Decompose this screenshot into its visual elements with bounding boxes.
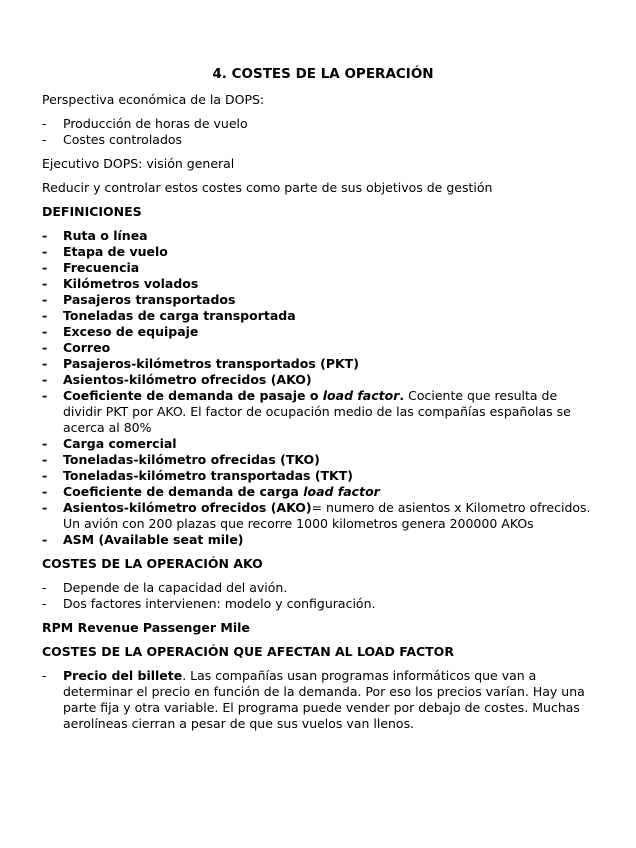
definition-item bbox=[42, 276, 594, 292]
dash-marker: - bbox=[42, 292, 48, 307]
definition-term: Correo bbox=[63, 340, 111, 355]
list-item bbox=[42, 668, 594, 732]
definition-term: Pasajeros-kilómetros transportados (PKT) bbox=[63, 356, 359, 371]
dash-marker: - bbox=[42, 436, 48, 451]
dash-marker: - bbox=[42, 356, 48, 371]
dash-marker: - bbox=[42, 372, 48, 387]
dash-marker: - bbox=[42, 340, 48, 355]
dash-marker: - bbox=[42, 596, 47, 611]
definition-description: Cociente que resulta de dividir PKT por AKO. El factor de ocupación medio de las compañías españolas se acerca al 80% bbox=[63, 388, 571, 435]
definition-item bbox=[42, 228, 594, 244]
definition-term-italic: load factor bbox=[303, 484, 380, 499]
document-page bbox=[42, 66, 594, 740]
definition-term: Ruta o línea bbox=[63, 228, 148, 243]
definition-item bbox=[42, 468, 594, 484]
costs-ako-list bbox=[42, 580, 594, 612]
definition-item bbox=[42, 356, 594, 372]
definition-term: ASM (Available seat mile) bbox=[63, 532, 244, 547]
dash-marker: - bbox=[42, 668, 47, 683]
perspective-text: Perspectiva económica de la DOPS: bbox=[42, 92, 265, 107]
costs-load-factor-heading: COSTES DE LA OPERACIÓN QUE AFECTAN AL LOAD FACTOR bbox=[42, 644, 454, 659]
list-item-text: Costes controlados bbox=[63, 132, 183, 147]
definition-item bbox=[42, 260, 594, 276]
definition-item bbox=[42, 340, 594, 356]
definition-item bbox=[42, 436, 594, 452]
definition-term: Asientos-kilómetro ofrecidos (AKO) bbox=[63, 372, 312, 387]
dash-marker: - bbox=[42, 132, 47, 147]
definitions-list bbox=[42, 228, 594, 548]
list-item bbox=[42, 580, 594, 596]
dash-marker: - bbox=[42, 468, 48, 483]
definition-term: Carga comercial bbox=[63, 436, 177, 451]
definition-term: Asientos-kilómetro ofrecidos (AKO) bbox=[63, 500, 312, 515]
definition-term: Pasajeros transportados bbox=[63, 292, 236, 307]
definition-term-end: . bbox=[399, 388, 405, 403]
reduce-text: Reducir y controlar estos costes como parte de sus objetivos de gestión bbox=[42, 180, 493, 195]
price-description: . Las compañías usan programas informáticos que van a determinar el precio en función de la demanda. Por eso los precios varían. Hay una parte fija y otra variable. El programa puede vender por debajo de costes. Muchas aerolíneas cierran a pesar de que sus vuelos van llenos. bbox=[63, 668, 585, 731]
page-title: 4. COSTES DE LA OPERACIÓN bbox=[212, 66, 434, 82]
definition-item bbox=[42, 308, 594, 324]
dash-marker: - bbox=[42, 276, 48, 291]
executive-text: Ejecutivo DOPS: visión general bbox=[42, 156, 235, 171]
dash-marker: - bbox=[42, 452, 48, 467]
rpm-heading: RPM Revenue Passenger Mile bbox=[42, 620, 250, 635]
dash-marker: - bbox=[42, 260, 48, 275]
price-term: Precio del billete bbox=[63, 668, 183, 683]
list-item bbox=[42, 596, 594, 612]
definitions-heading: DEFINICIONES bbox=[42, 204, 142, 219]
list-item-text: Dos factores intervienen: modelo y configuración. bbox=[63, 596, 376, 611]
definition-item bbox=[42, 532, 594, 548]
definition-term: Frecuencia bbox=[63, 260, 140, 275]
dash-marker: - bbox=[42, 308, 48, 323]
definition-term: Kilómetros volados bbox=[63, 276, 199, 291]
dash-marker: - bbox=[42, 228, 48, 243]
definition-item-cargo-load bbox=[42, 484, 594, 500]
definition-description: = numero de asientos x Kilometro ofrecidos. Un avión con 200 plazas que recorre 1000 kilometros genera 200000 AKOs bbox=[63, 500, 591, 531]
costs-load-factor-list bbox=[42, 668, 594, 732]
definition-term: Exceso de equipaje bbox=[63, 324, 199, 339]
definition-term-italic: load factor bbox=[322, 388, 400, 403]
dash-marker: - bbox=[42, 500, 48, 515]
definition-item bbox=[42, 324, 594, 340]
costs-ako-heading: COSTES DE LA OPERACIÓN AKO bbox=[42, 556, 263, 571]
list-item-text: Producción de horas de vuelo bbox=[63, 116, 248, 131]
list-item-text: Depende de la capacidad del avión. bbox=[63, 580, 288, 595]
definition-item bbox=[42, 292, 594, 308]
definition-term: Toneladas-kilómetro transportadas (TKT) bbox=[63, 468, 353, 483]
perspective-list bbox=[42, 116, 594, 148]
dash-marker: - bbox=[42, 484, 48, 499]
dash-marker: - bbox=[42, 388, 48, 403]
dash-marker: - bbox=[42, 116, 47, 131]
dash-marker: - bbox=[42, 244, 48, 259]
definition-term: Toneladas de carga transportada bbox=[63, 308, 296, 323]
dash-marker: - bbox=[42, 580, 47, 595]
definition-item bbox=[42, 372, 594, 388]
definition-term: Etapa de vuelo bbox=[63, 244, 168, 259]
definition-term: Coeficiente de demanda de pasaje o bbox=[63, 388, 323, 403]
definition-item bbox=[42, 244, 594, 260]
definition-term: Toneladas-kilómetro ofrecidas (TKO) bbox=[63, 452, 320, 467]
definition-item-load-factor bbox=[42, 388, 594, 436]
definition-item-ako bbox=[42, 500, 594, 532]
definition-item bbox=[42, 452, 594, 468]
definition-term: Coeficiente de demanda de carga bbox=[63, 484, 304, 499]
dash-marker: - bbox=[42, 532, 48, 547]
list-item bbox=[42, 132, 594, 148]
list-item bbox=[42, 116, 594, 132]
dash-marker: - bbox=[42, 324, 48, 339]
